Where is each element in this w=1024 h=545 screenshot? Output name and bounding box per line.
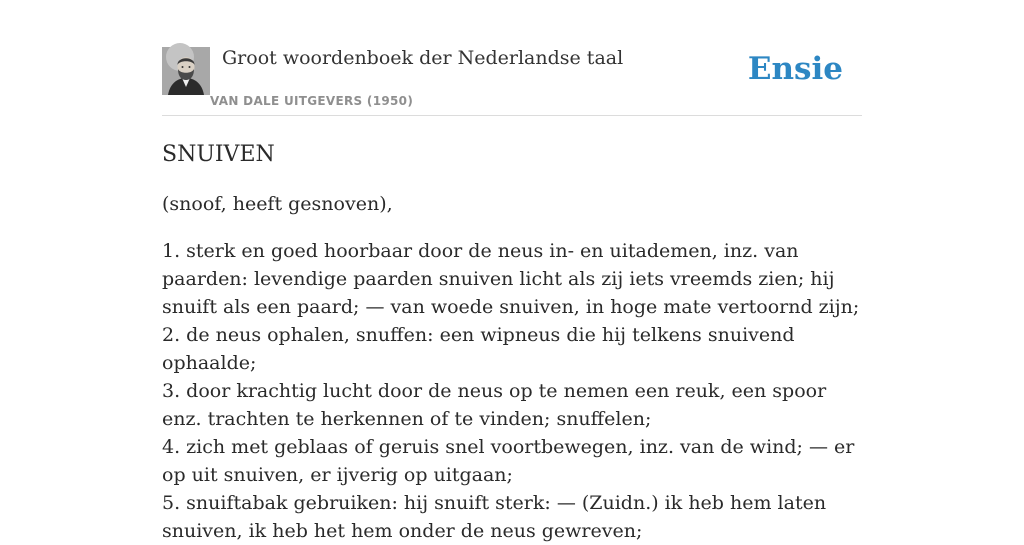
source-publisher: VAN DALE UITGEVERS (1950) (210, 94, 414, 108)
source-title[interactable]: Groot woordenboek der Nederlandse taal (222, 47, 624, 69)
author-portrait-icon[interactable] (162, 47, 210, 95)
portrait-drawing (162, 47, 210, 95)
sense-4: 4. zich met geblaas of geruis snel voortbewegen, inz. van de wind; — er op uit snuiven, er ijverig op uitgaan; (162, 436, 855, 486)
sense-3: 3. door krachtig lucht door de neus op te nemen een reuk, een spoor enz. trachten te herkennen of te vinden; snuffelen; (162, 380, 827, 430)
entry-senses (162, 237, 862, 545)
ensie-logo-link[interactable]: Ensie (747, 51, 843, 87)
source-header (162, 0, 862, 116)
sense-5: 5. snuiftabak gebruiken: hij snuift sterk: — (Zuidn.) ik heb hem laten snuiven, ik heb het hem onder de neus gewreven; (162, 492, 827, 542)
entry-grammar: (snoof, heeft gesnoven), (162, 193, 393, 215)
sense-2: 2. de neus ophalen, snuffen: een wipneus die hij telkens snuivend ophaalde; (162, 324, 795, 374)
dictionary-entry (162, 140, 862, 545)
sense-1: 1. sterk en goed hoorbaar door de neus in- en uitademen, inz. van paarden: levendige paarden snuiven licht als zij iets vreemds zien; hij snuift als een paard; — van woede snuiven, in hoge mate vertoornd zijn; (162, 240, 860, 318)
entry-headword: SNUIVEN (162, 142, 275, 167)
